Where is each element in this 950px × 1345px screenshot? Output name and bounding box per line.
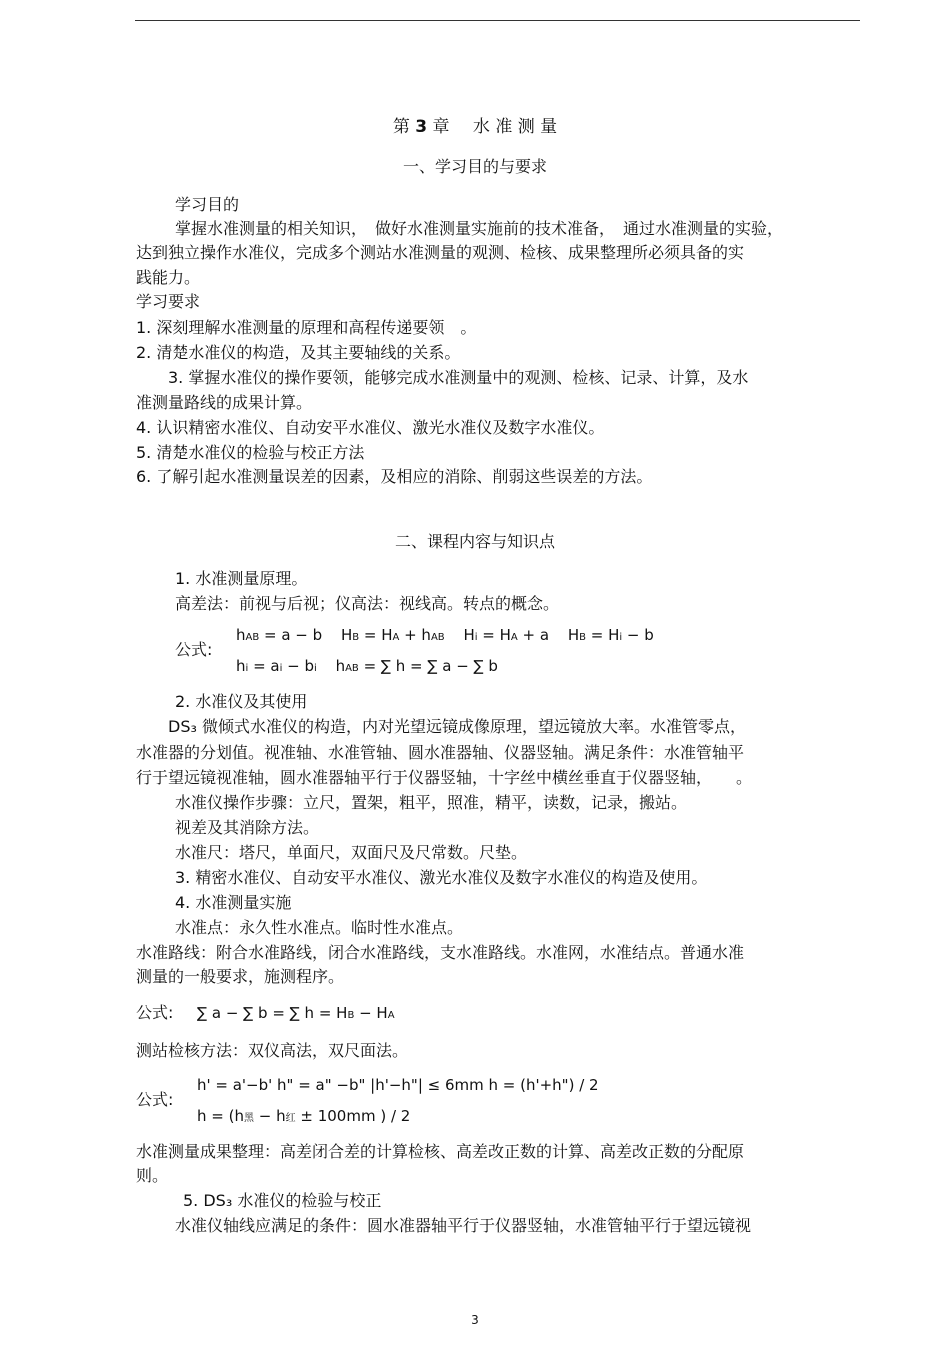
formula-subscript: i xyxy=(619,632,623,643)
item5-text: 水准仪轴线应满足的条件：圆水准器轴平行于仪器竖轴，水准管轴平行于望远镜视 xyxy=(175,1216,752,1235)
formula-subscript: i xyxy=(314,663,317,674)
formula-term: h xyxy=(236,626,246,644)
formula-term: = H xyxy=(585,626,620,644)
formula-term: ∑ a − ∑ b = ∑ h = H xyxy=(197,1004,348,1022)
formula-subscript: AB xyxy=(245,632,260,643)
chapter-name: 水 准 测 量 xyxy=(472,117,558,137)
requirements-label: 学习要求 xyxy=(136,292,201,311)
chapter-suffix: 章 xyxy=(432,117,450,137)
item2-line: 行于望远镜视准轴，圆水准器轴平行于仪器竖轴，十字丝中横丝垂直于仪器竖轴， 。 xyxy=(136,768,753,787)
formula-term: = H xyxy=(477,626,511,644)
requirement-item: 6. 了解引起水准测量误差的因素，及相应的消除、削弱这些误差的方法。 xyxy=(136,467,653,486)
formula-subscript: 黑 xyxy=(243,1113,254,1124)
item5-title: 5. DS₃ 水准仪的检验与校正 xyxy=(183,1191,382,1210)
formula-term: ± 100mm ) / 2 xyxy=(295,1107,411,1125)
formula-term: H xyxy=(567,626,580,644)
section1-heading: 一、学习目的与要求 xyxy=(402,157,547,176)
formula-term: = a xyxy=(248,657,280,675)
formula2-label: 公式: xyxy=(136,1003,174,1022)
item2-line: DS₃ 微倾式水准仪的构造，内对光望远镜成像原理，望远镜放大率。水准管零点， xyxy=(168,717,746,736)
result-line: 水准测量成果整理：高差闭合差的计算检核、高差改正数的计算、高差改正数的分配原 xyxy=(136,1142,745,1161)
formula-term: H xyxy=(340,626,353,644)
formula-subscript: A xyxy=(392,632,400,643)
formula-term: − b xyxy=(282,657,315,675)
formula-subscript: B xyxy=(347,1010,355,1021)
formula-subscript: AB xyxy=(345,663,359,674)
item4-line: 水准点：永久性水准点。临时性水准点。 xyxy=(175,918,464,937)
formula-term: − b xyxy=(622,626,654,644)
formula-term: h xyxy=(335,657,346,675)
item2-line: 水准仪操作步骤：立尺，置架，粗平，照准，精平，读数，记录，搬站。 xyxy=(175,793,688,812)
objective-line: 达到独立操作水准仪，完成多个测站水准测量的观测、检核、成果整理所必须具备的实 xyxy=(136,243,745,262)
formula-subscript: A xyxy=(387,1010,395,1021)
requirement-item: 准测量路线的成果计算。 xyxy=(136,393,313,412)
formula-subscript: B xyxy=(352,632,360,643)
item4-line: 测量的一般要求，施测程序。 xyxy=(136,967,345,986)
formula3-label: 公式: xyxy=(136,1090,174,1109)
formula-term: h xyxy=(236,657,246,675)
formula-subscript: i xyxy=(279,663,283,674)
formula-term: H xyxy=(463,626,475,644)
formula-term: − H xyxy=(354,1004,388,1022)
formula-subscript: AB xyxy=(430,632,445,643)
objective-line: 践能力。 xyxy=(136,268,201,287)
check-text: 测站检核方法：双仪高法，双尺面法。 xyxy=(136,1041,409,1060)
requirement-item: 4. 认识精密水准仪、自动安平水准仪、激光水准仪及数字水准仪。 xyxy=(136,418,605,437)
result-line: 则。 xyxy=(136,1166,169,1185)
formula-term: = a − b xyxy=(259,626,323,644)
item2-title: 2. 水准仪及其使用 xyxy=(175,692,308,711)
formula-subscript: i xyxy=(474,632,478,643)
requirement-item: 3. 掌握水准仪的操作要领，能够完成水准测量中的观测、检核、记录、计算，及水 xyxy=(168,368,749,387)
formula1-line1 xyxy=(236,626,654,647)
requirement-item: 1. 深刻理解水准测量的原理和高程传递要领 。 xyxy=(136,318,477,337)
item4-title: 4. 水准测量实施 xyxy=(175,893,292,912)
formula-subscript: A xyxy=(510,632,518,643)
formula-term: − h xyxy=(253,1107,286,1125)
item2-line: 水准尺：塔尺，单面尺，双面尺及尺常数。尺垫。 xyxy=(175,843,528,862)
chapter-number: 3 xyxy=(415,117,428,137)
section2-heading: 二、课程内容与知识点 xyxy=(394,532,555,551)
formula1-line2 xyxy=(236,657,498,678)
page-number: 3 xyxy=(471,1313,479,1327)
formula-term: + a xyxy=(517,626,550,644)
formula3-line2 xyxy=(197,1107,410,1128)
formula1-label: 公式: xyxy=(175,640,213,659)
chapter-title xyxy=(0,117,950,137)
item2-line: 水准器的分划值。视准轴、水准管轴、圆水准器轴、仪器竖轴。满足条件：水准管轴平 xyxy=(136,743,745,762)
objective-label: 学习目的 xyxy=(175,195,240,214)
formula-subscript: B xyxy=(579,632,586,643)
item2-line: 视差及其消除方法。 xyxy=(175,818,320,837)
formula-term: h = (h xyxy=(197,1107,244,1125)
chapter-prefix: 第 xyxy=(392,117,410,137)
header-rule xyxy=(135,20,860,21)
formula-subscript: i xyxy=(245,663,249,674)
item1-text: 高差法：前视与后视；仪高法：视线高。转点的概念。 xyxy=(175,594,560,613)
formula-subscript: 红 xyxy=(285,1113,296,1124)
formula2 xyxy=(197,1004,395,1025)
formula-term: = ∑ h = ∑ a − ∑ b xyxy=(358,657,498,675)
item3-title: 3. 精密水准仪、自动安平水准仪、激光水准仪及数字水准仪的构造及使用。 xyxy=(175,868,708,887)
requirement-item: 5. 清楚水准仪的检验与校正方法 xyxy=(136,443,365,462)
formula-term: = H xyxy=(359,626,393,644)
requirement-item: 2. 清楚水准仪的构造，及其主要轴线的关系。 xyxy=(136,343,461,362)
item4-line: 水准路线：附合水准路线，闭合水准路线，支水准路线。水准网，水准结点。普通水准 xyxy=(136,943,745,962)
formula3-line1: h' = a'−b' h" = a" −b" |h'−h"| ≤ 6mm h = (h'+h") / 2 xyxy=(197,1076,599,1094)
item1-title: 1. 水准测量原理。 xyxy=(175,569,308,588)
formula-term: + h xyxy=(399,626,431,644)
objective-line: 掌握水准测量的相关知识， 做好水准测量实施前的技术准备， 通过水准测量的实验， xyxy=(175,219,784,238)
